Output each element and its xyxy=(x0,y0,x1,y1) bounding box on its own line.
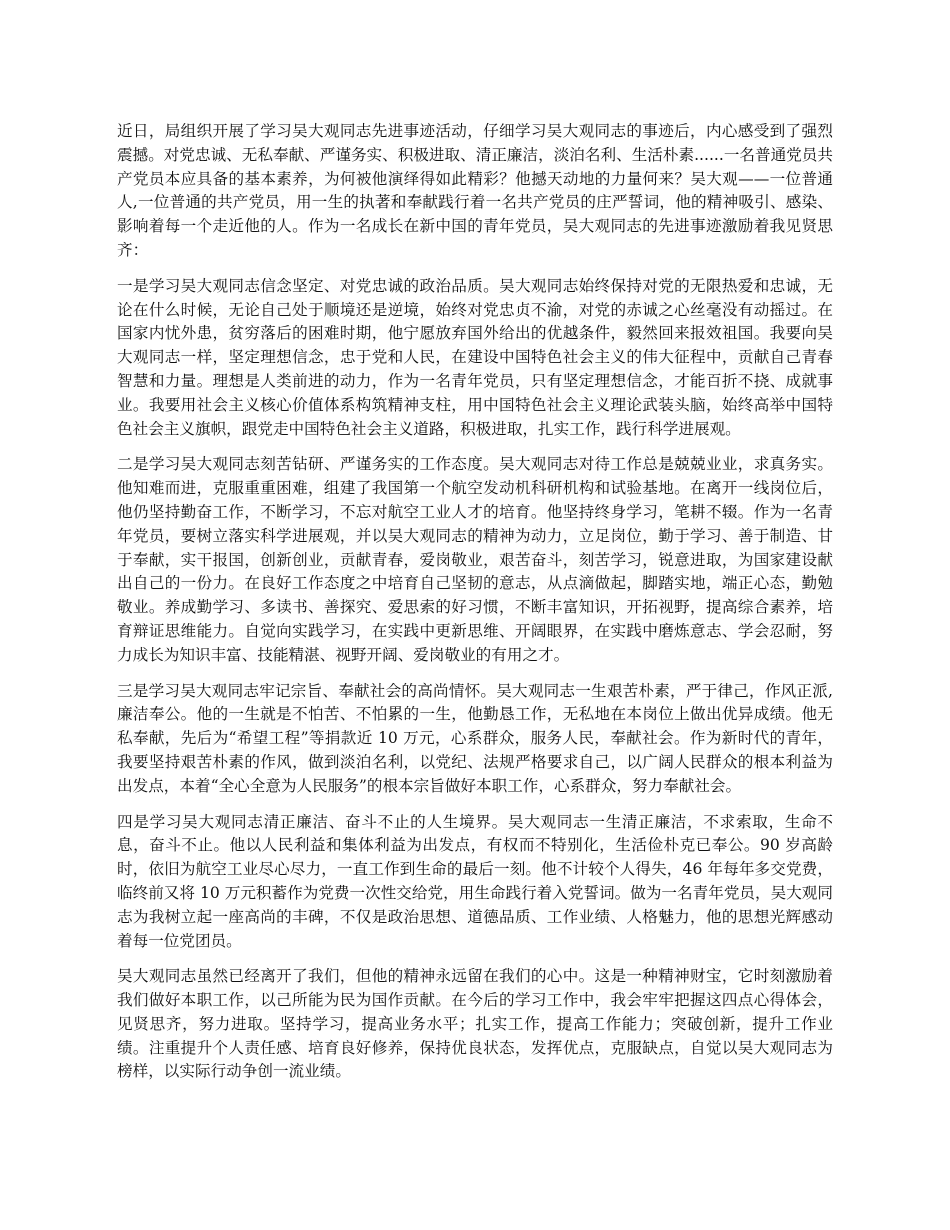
paragraph-point-one: 一是学习吴大观同志信念坚定、对党忠诚的政治品质。吴大观同志始终保持对党的无限热爱和忠诚，无论在什么时候，无论自己处于顺境还是逆境，始终对党忠贞不渝，对党的赤诚之心丝毫没有动摇过。在国家内忧外患，贫穷落后的困难时期，他宁愿放弃国外给出的优越条件，毅然回来报效祖国。我要向吴大观同志一样，坚定理想信念，忠于党和人民，在建设中国特色社会主义的伟大征程中，贡献自己青春智慧和力量。理想是人类前进的动力，作为一名青年党员，只有坚定理想信念，才能百折不挠、成就事业。我要用社会主义核心价值体系构筑精神支柱，用中国特色社会主义理论武装头脑，始终高举中国特色社会主义旗帜，跟党走中国特色社会主义道路，积极进取，扎实工作，践行科学进展观。 xyxy=(117,276,833,438)
paragraph-point-two: 二是学习吴大观同志刻苦钻研、严谨务实的工作态度。吴大观同志对待工作总是兢兢业业，求真务实。他知难而进，克服重重困难，组建了我国第一个航空发动机科研机构和试验基地。在离开一线岗位后，他仍坚持勤奋工作，不断学习，不忘对航空工业人才的培育。他坚持终身学习，笔耕不辍。作为一名青年党员，要树立落实科学进展观，并以吴大观同志的精神为动力，立足岗位，勤于学习、善于制造、甘于奉献，实干报国，创新创业，贡献青春，爱岗敬业，艰苦奋斗，刻苦学习，锐意进取，为国家建设献出自己的一份力。在良好工作态度之中培育自己坚韧的意志，从点滴做起，脚踏实地，端正心态，勤勉敬业。养成勤学习、多读书、善探究、爱思索的好习惯，不断丰富知识，开拓视野，提高综合素养，培育辩证思维能力。自觉向实践学习，在实践中更新思维、开阔眼界，在实践中磨炼意志、学会忍耐，努力成长为知识丰富、技能精湛、视野开阔、爱岗敬业的有用之才。 xyxy=(117,455,833,664)
paragraph-point-three: 三是学习吴大观同志牢记宗旨、奉献社会的高尚情怀。吴大观同志一生艰苦朴素，严于律己，作风正派,廉洁奉公。他的一生就是不怕苦、不怕累的一生，他勤恳工作，无私地在本岗位上做出优异成绩。他无私奉献，先后为“希望工程”等捐款近 10 万元，心系群众，服务人民，奉献社会。作为新时代的青年，我要坚持艰苦朴素的作风，做到淡泊名利，以党纪、法规严格要求自己，以广阔人民群众的根本利益为出发点，本着“全心全意为人民服务”的根本宗旨做好本职工作，心系群众，努力奉献社会。 xyxy=(117,681,833,795)
paragraph-intro: 近日，局组织开展了学习吴大观同志先进事迹活动，仔细学习吴大观同志的事迹后，内心感受到了强烈震撼。对党忠诚、无私奉献、严谨务实、积极进取、清正廉洁，淡泊名利、生活朴素......一名普通党员共产党员本应具备的基本素养，为何被他演绎得如此精彩？他撼天动地的力量何来？吴大观——一位普通人,一位普通的共产党员，用一生的执著和奉献践行着一名共产党员的庄严誓词，他的精神吸引、感染、影响着每一个走近他的人。作为一名成长在新中国的青年党员，吴大观同志的先进事迹激励着我见贤思齐： xyxy=(117,122,833,259)
paragraph-conclusion: 吴大观同志虽然已经离开了我们，但他的精神永远留在我们的心中。这是一种精神财宝，它时刻激励着我们做好本职工作，以己所能为民为国作贡献。在今后的学习工作中，我会牢牢把握这四点心得体会，见贤思齐，努力进取。坚持学习，提高业务水平；扎实工作，提高工作能力；突破创新，提升工作业绩。注重提升个人责任感、培育良好修养，保持优良状态，发挥优点，克服缺点，自觉以吴大观同志为榜样，以实际行动争创一流业绩。 xyxy=(117,967,833,1081)
document-body xyxy=(117,120,833,1096)
paragraph-point-four: 四是学习吴大观同志清正廉洁、奋斗不止的人生境界。吴大观同志一生清正廉洁，不求索取，生命不息，奋斗不止。他以人民利益和集体利益为出发点，有权而不特别化，生活俭朴克已奉公。90 岁高龄时，依旧为航空工业尽心尽力，一直工作到生命的最后一刻。他不计较个人得失，46 年每年多交党费，临终前又将 10 万元积蓄作为党费一次性交给党，用生命践行着入党誓词。做为一名青年党员，吴大观同志为我树立起一座高尚的丰碑，不仅是政治思想、道德品质、工作业绩、人格魅力，他的思想光辉感动着每一位党团员。 xyxy=(117,812,833,950)
